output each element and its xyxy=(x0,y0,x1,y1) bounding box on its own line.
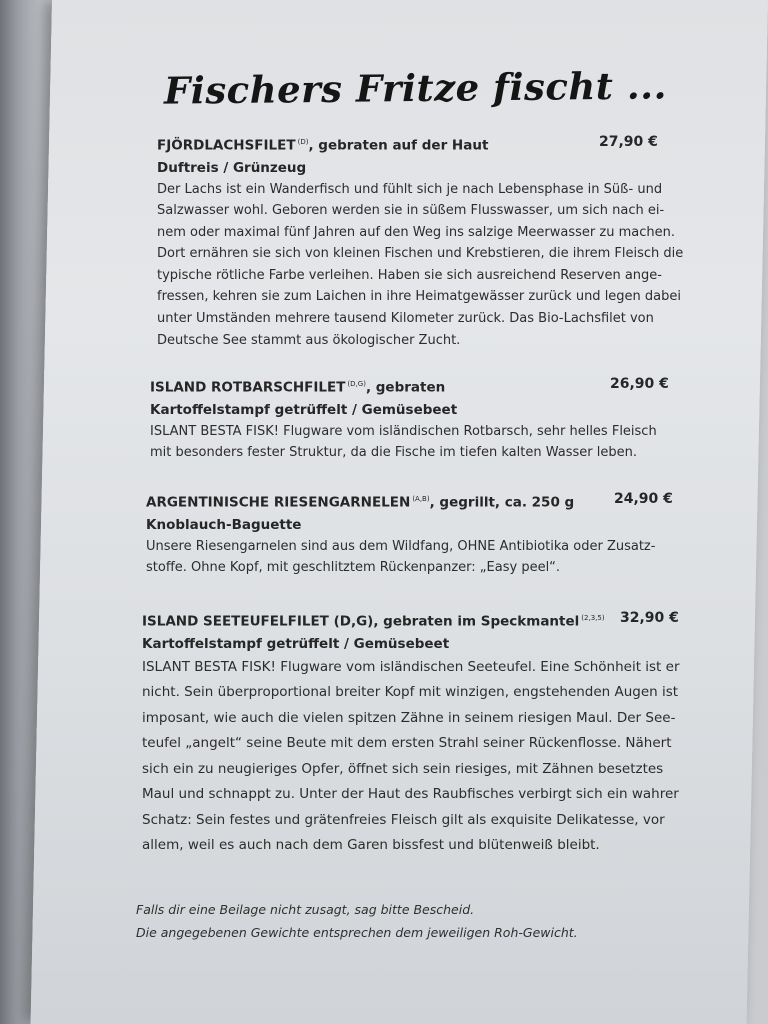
dish-description xyxy=(146,536,676,579)
dish-price: 24,90 € xyxy=(614,491,673,507)
description-line: nicht. Sein überproportional breiter Kopf mit winzigen, engstehenden Augen ist xyxy=(142,684,679,700)
description-line: stoffe. Ohne Kopf, mit geschlitztem Rückenpanzer: „Easy peel“. xyxy=(146,560,561,576)
dish-name: ISLAND SEETEUFELFILET (D,G) xyxy=(142,613,374,630)
description-line: Der Lachs ist ein Wanderfisch und fühlt sich je nach Lebensphase in Süß- und xyxy=(157,181,663,197)
dish-lachs xyxy=(157,131,684,351)
dish-header xyxy=(142,607,687,633)
dish-header xyxy=(150,373,670,399)
description-line: nem oder maximal fünf Jahren auf den Weg ins salzige Meerwasser zu machen. xyxy=(157,224,675,240)
description-line: Maul und schnappt zu. Unter der Haut des Raubfisches verbirgt sich ein wahrer xyxy=(142,786,679,802)
description-line: mit besonders fester Struktur, da die Fische im tiefen kalten Wasser leben. xyxy=(150,445,637,461)
description-line: Salzwasser wohl. Geboren werden sie in süßem Flusswasser, um sich nach ei- xyxy=(157,203,665,219)
dish-preparation: , gebraten im Speckmantel xyxy=(373,613,580,630)
dish-allergen: (D,G) xyxy=(347,380,366,388)
dish-rotbarsch xyxy=(150,373,670,464)
dish-price: 27,90 € xyxy=(599,134,658,150)
menu-title: Fischers Fritze fischt ... xyxy=(163,63,668,113)
dish-seeteufel xyxy=(142,607,687,859)
description-line: Deutsche See stammt aus ökologischer Zucht. xyxy=(157,332,461,348)
dish-header xyxy=(146,488,676,514)
dish-name: ISLAND ROTBARSCHFILET xyxy=(150,379,346,396)
description-line: ISLANT BESTA FISK! Flugware vom isländischen Rotbarsch, sehr helles Fleisch xyxy=(150,423,657,439)
description-line: teufel „angelt“ seine Beute mit dem ersten Strahl seiner Rückenflosse. Nähert xyxy=(142,735,672,751)
dish-description xyxy=(142,655,687,859)
dish-preparation: , gegrillt, ca. 250 g xyxy=(429,494,575,511)
footer-line: Falls dir eine Beilage nicht zusagt, sag bitte Bescheid. xyxy=(136,902,475,917)
description-line: typische rötliche Farbe verleihen. Haben sie sich ausreichend Reserven ange- xyxy=(157,267,662,283)
menu-footer-note xyxy=(136,898,578,944)
dish-preparation: , gebraten xyxy=(365,379,446,396)
dish-price: 32,90 € xyxy=(620,610,679,626)
dish-allergen: (A,B) xyxy=(412,495,430,503)
dish-side: Knoblauch-Baguette xyxy=(146,516,302,533)
dish-price: 26,90 € xyxy=(610,376,669,392)
dish-header xyxy=(157,131,669,157)
dish-preparation: , gebraten auf der Haut xyxy=(308,137,489,154)
description-line: allem, weil es auch nach dem Garen bissfest und blütenweiß bleibt. xyxy=(142,837,600,853)
description-line: sich ein zu neugieriges Opfer, öffnet sich sein riesiges, mit Zähnen besetztes xyxy=(142,760,664,777)
description-line: ISLANT BESTA FISK! Flugware vom isländischen Seeteufel. Eine Schönheit ist er xyxy=(142,658,680,675)
dish-allergen: (2,3,5) xyxy=(581,614,605,622)
description-line: Schatz: Sein festes und grätenfreies Fleisch gilt als exquisite Delikatesse, vor xyxy=(142,811,665,828)
description-line: Dort ernähren sie sich von kleinen Fischen und Krebstieren, die ihrem Fleisch die xyxy=(157,246,684,262)
description-line: unter Umständen mehrere tausend Kilometer zurück. Das Bio-Lachsfilet von xyxy=(157,311,654,327)
dish-side: Kartoffelstampf getrüffelt / Gemüsebeet xyxy=(150,401,458,418)
dish-side: Duftreis / Grünzeug xyxy=(157,159,307,176)
dish-side: Kartoffelstampf getrüffelt / Gemüsebeet xyxy=(142,635,450,652)
description-line: Unsere Riesengarnelen sind aus dem Wildfang, OHNE Antibiotika oder Zusatz- xyxy=(146,538,656,554)
dish-garnelen xyxy=(146,488,676,579)
description-line: fressen, kehren sie zum Laichen in ihre Heimatgewässer zurück und legen dabei xyxy=(157,289,681,305)
description-line: imposant, wie auch die vielen spitzen Zähne in seinem riesigen Maul. Der See- xyxy=(142,709,676,726)
dish-name: ARGENTINISCHE RIESENGARNELEN xyxy=(146,494,411,511)
dish-description xyxy=(157,179,684,352)
footer-line: Die angegebenen Gewichte entsprechen dem jeweiligen Roh-Gewicht. xyxy=(136,925,578,940)
dish-description xyxy=(150,421,670,464)
dish-allergen: (D) xyxy=(297,138,309,146)
dish-name: FJÖRDLACHSFILET xyxy=(157,137,296,154)
